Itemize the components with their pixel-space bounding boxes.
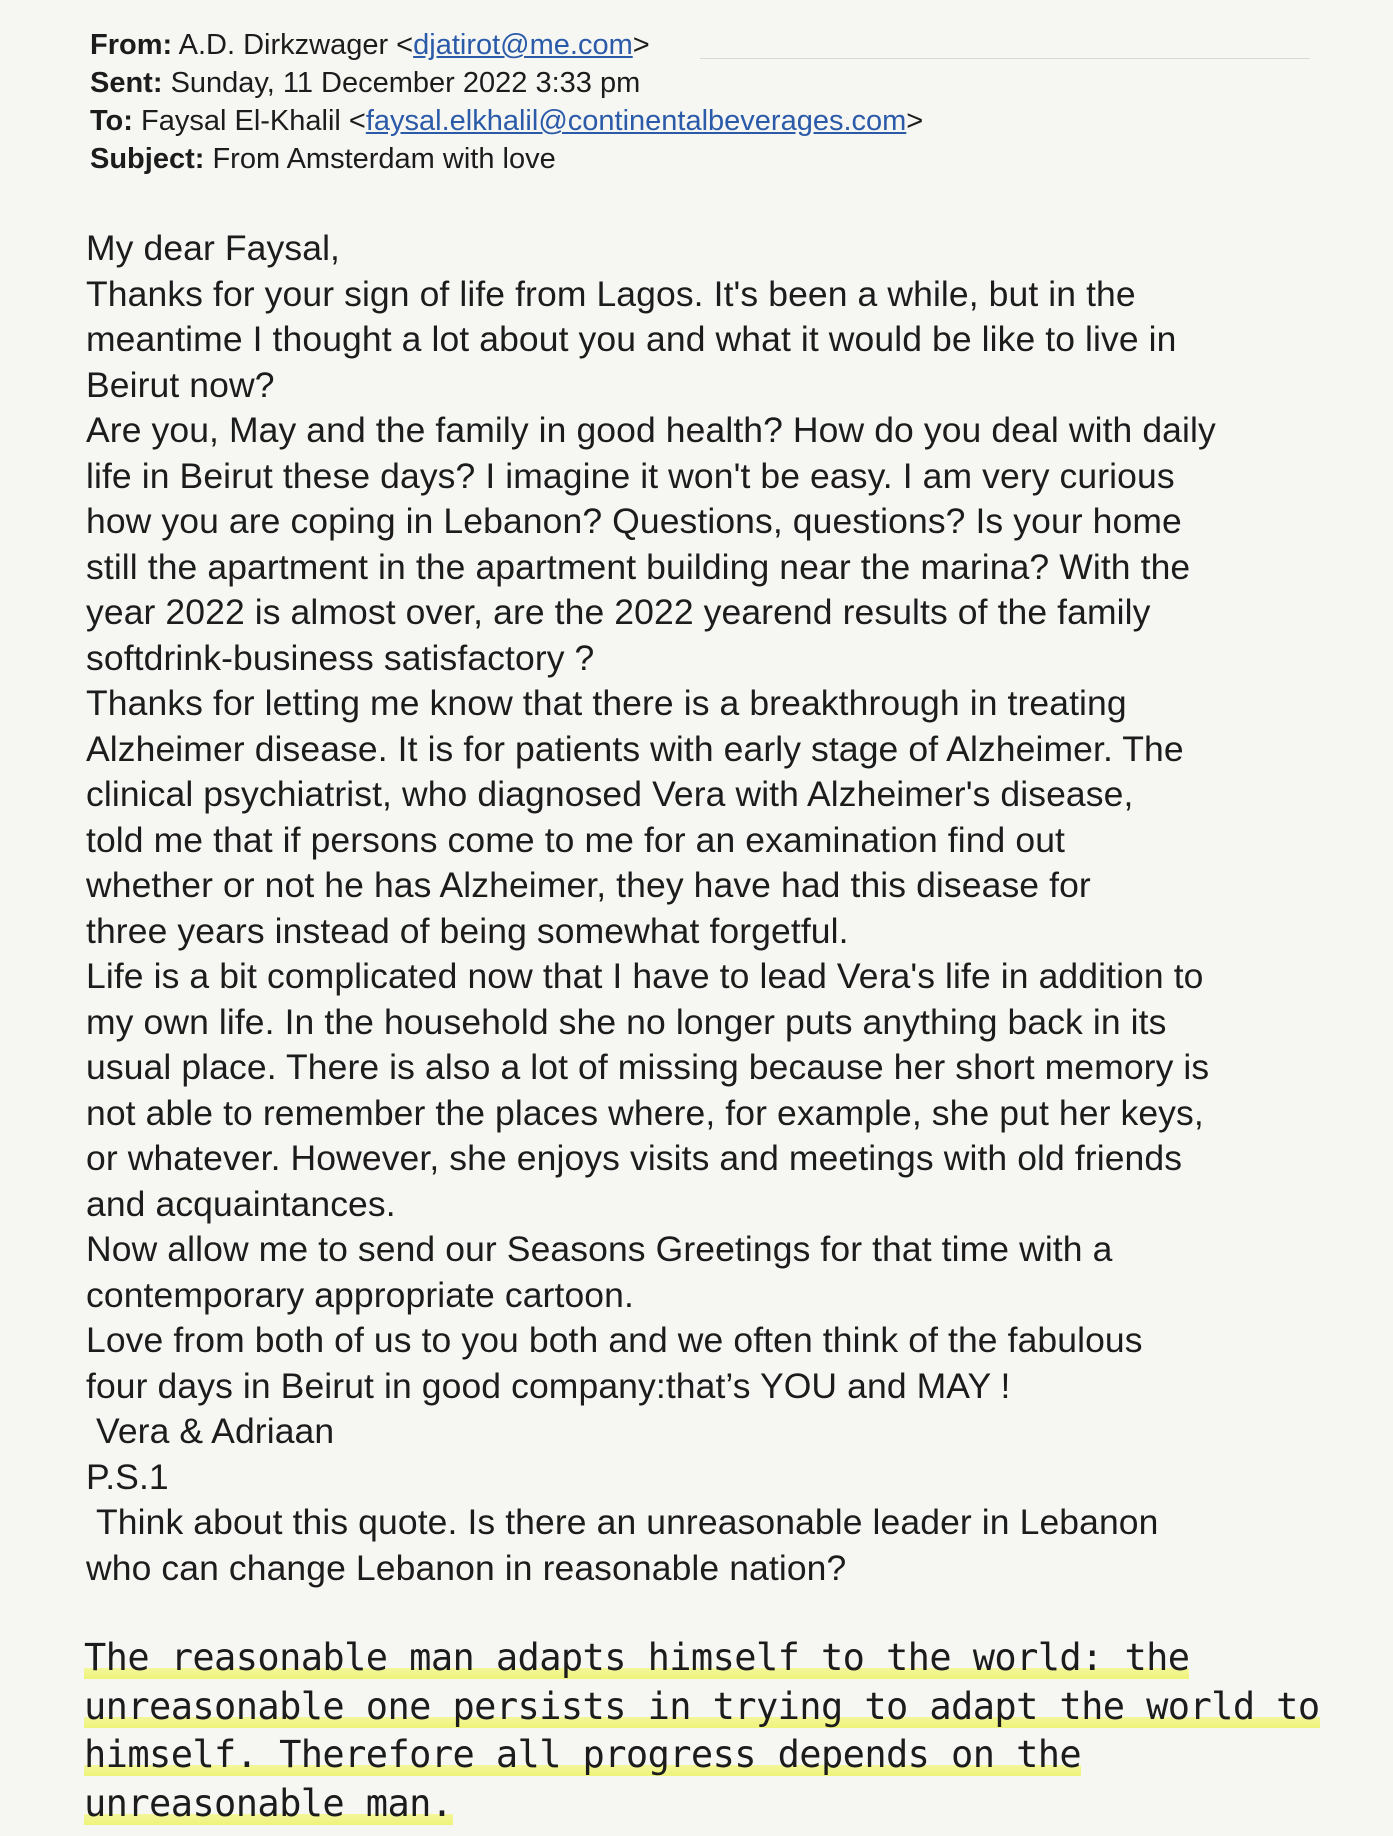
body-line: how you are coping in Lebanon? Questions, questions? Is your home [86, 501, 1182, 541]
body-line: contemporary appropriate cartoon. [86, 1274, 634, 1315]
body-line: Thanks for letting me know that there is a breakthrough in treating [86, 683, 1127, 723]
body-line: not able to remember the places where, for example, she put her keys, [86, 1092, 1204, 1133]
body-line: Think about this quote. Is there an unreasonable leader in Lebanon [96, 1502, 1159, 1542]
body-line: Thanks for your sign of life from Lagos. It's been a while, but in the [86, 273, 1136, 314]
to-close: > [906, 105, 924, 137]
body-line: Are you, May and the family in good health? How do you deal with daily [86, 410, 1216, 450]
from-email-link[interactable]: djatirot@me.com [413, 29, 633, 61]
quote-highlight: unreasonable one persists in trying to adapt the world to [84, 1684, 1320, 1728]
body-line: and acquaintances. [86, 1183, 396, 1224]
to-label: To: [90, 105, 133, 137]
body-line: whether or not he has Alzheimer, they have had this disease for [86, 865, 1091, 905]
from-close: > [632, 29, 650, 61]
quote-line [84, 1780, 1374, 1829]
quote-highlight: himself. Therefore all progress depends on the [84, 1733, 1082, 1776]
body-line: Now allow me to send our Seasons Greetings for that time with a [86, 1229, 1113, 1269]
body-line: Life is a bit complicated now that I have to lead Vera's life in addition to [86, 956, 1204, 996]
body-line: Beirut now? [86, 364, 275, 405]
quote-highlight: unreasonable man. [84, 1781, 453, 1825]
from-label: From: [90, 29, 173, 61]
sent-label: Sent: [90, 67, 163, 99]
to-name: Faysal El-Khalil < [141, 105, 366, 137]
body-line: my own life. In the household she no longer puts anything back in its [86, 1001, 1167, 1042]
subject-value: From Amsterdam with love [212, 143, 556, 175]
sent-value: Sunday, 11 December 2022 3:33 pm [170, 67, 641, 99]
body-line: life in Beirut these days? I imagine it won't be easy. I am very curious [86, 455, 1175, 496]
signature: Vera & Adriaan [96, 1411, 335, 1451]
body-line: told me that if persons come to me for an examination find out [86, 819, 1066, 860]
subject-row [90, 140, 1310, 178]
body-line: meantime I thought a lot about you and what it would be like to live in [86, 319, 1177, 359]
body-line: usual place. There is also a lot of missing because her short memory is [86, 1047, 1210, 1087]
from-name: A.D. Dirkzwager < [178, 29, 414, 61]
subject-label: Subject: [90, 143, 205, 175]
body-line: who can change Lebanon in reasonable nation? [86, 1547, 847, 1588]
quote-line [84, 1634, 1374, 1683]
body-line: Alzheimer disease. It is for patients with early stage of Alzheimer. The [86, 728, 1184, 769]
body-line: or whatever. However, she enjoys visits and meetings with old friends [86, 1138, 1183, 1178]
highlighted-quote [84, 1634, 1374, 1828]
sent-row [90, 64, 1310, 102]
body-line: year 2022 is almost over, are the 2022 yearend results of the family [86, 592, 1151, 632]
ps-label: P.S.1 [86, 1456, 169, 1497]
to-email-link[interactable]: faysal.elkhalil@continentalbeverages.com [365, 105, 907, 137]
body-line: My dear Faysal, [86, 228, 341, 268]
quote-line [84, 1731, 1374, 1780]
body-line: softdrink-business satisfactory ? [86, 637, 595, 678]
quote-highlight: The reasonable man adapts himself to the world: the [84, 1636, 1190, 1679]
to-row [90, 102, 1310, 140]
quote-line [84, 1683, 1374, 1732]
email-body [86, 226, 1346, 1591]
body-line: clinical psychiatrist, who diagnosed Vera with Alzheimer's disease, [86, 774, 1134, 814]
email-header [90, 26, 1310, 178]
body-line: still the apartment in the apartment building near the marina? With the [86, 546, 1191, 587]
body-line: four days in Beirut in good company:that’s YOU and MAY ! [86, 1365, 1011, 1406]
body-line: three years instead of being somewhat forgetful. [86, 910, 849, 951]
header-divider [700, 58, 1310, 59]
body-line: Love from both of us to you both and we often think of the fabulous [86, 1320, 1143, 1360]
